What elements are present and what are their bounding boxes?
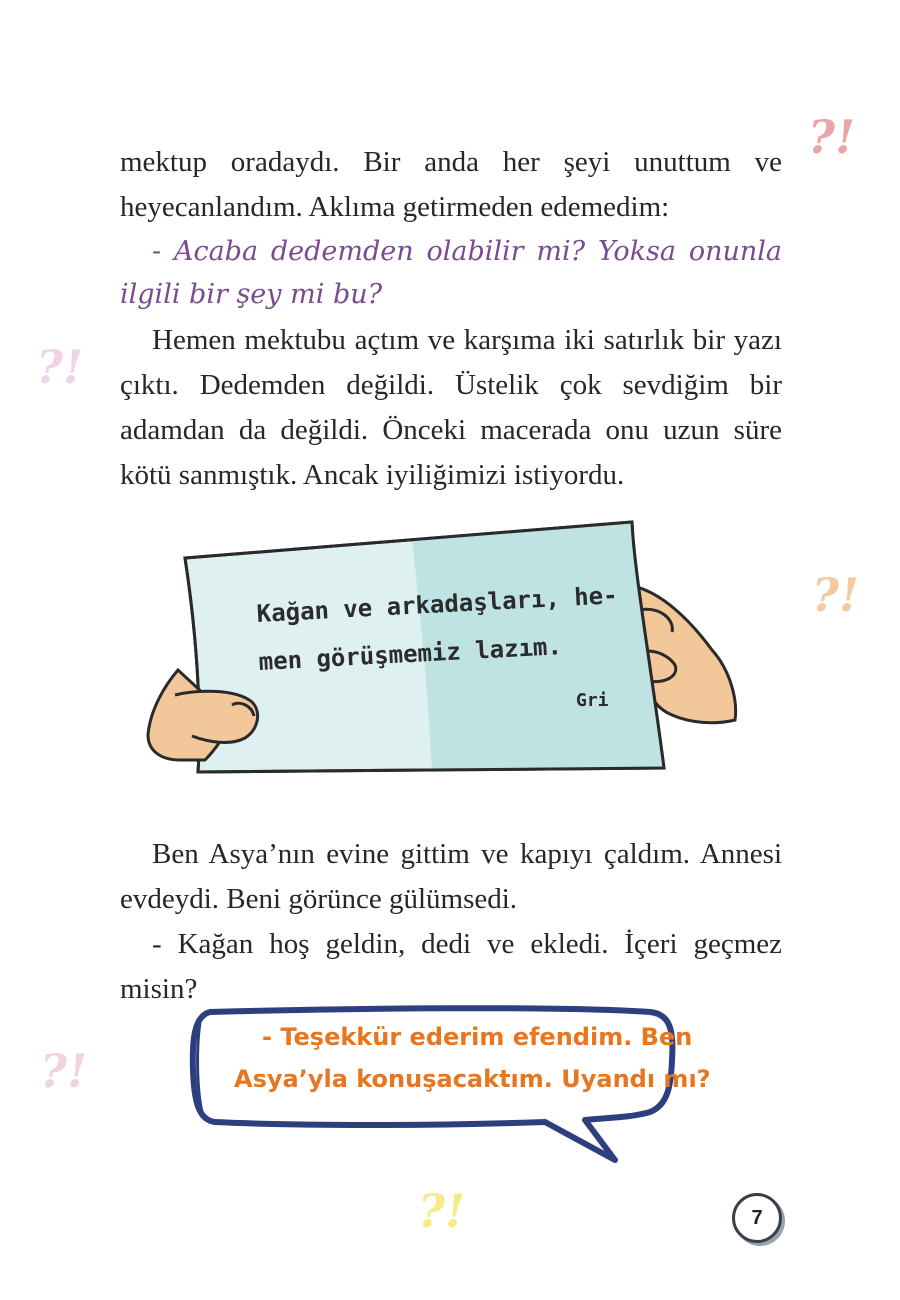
note-line-1: Kağan ve arkadaşları, he- <box>256 581 619 628</box>
question-exclamation-icon: ?! <box>418 1184 466 1238</box>
paragraph-1: mektup oradaydı. Bir anda her şeyi unuttum ve heyecanlandım. Aklıma getirmeden edemedim: <box>120 146 782 223</box>
note-signature: Gri <box>576 690 609 711</box>
paragraph-3: Ben Asya’nın evine gittim ve kapıyı çaldım. Annesi evdeydi. Beni görünce gülümsedi. <box>120 838 782 915</box>
bubble-line-2: Asya’yla konuşacaktım. Uyandı mı? <box>234 1065 711 1093</box>
question-exclamation-icon: ?! <box>808 110 856 164</box>
question-exclamation-icon: ?! <box>812 568 860 622</box>
question-exclamation-icon: ?! <box>40 1044 88 1098</box>
paragraph-2: Hemen mektubu açtım ve karşıma iki satırlık bir yazı çıktı. Dedemden değildi. Üstelik çok sevdiğim bir adamdan da değildi. Önceki macerada onu uzun süre kötü sanmıştık. Ancak iyiliğimizi istiyordu. <box>120 324 782 491</box>
question-exclamation-icon: ?! <box>36 340 84 394</box>
page-number: 7 <box>732 1193 782 1243</box>
dialogue-purple: - Acaba dedemden olabilir mi? Yoksa onunla ilgili bir şey mi bu? <box>120 236 782 310</box>
paragraph-4: - Kağan hoş geldin, dedi ve ekledi. İçeri geçmez misin? <box>120 928 782 1005</box>
note-line-2: men görüşmemiz lazım. <box>258 632 563 676</box>
bubble-line-1: - Teşekkür ederim efendim. Ben <box>262 1023 693 1051</box>
